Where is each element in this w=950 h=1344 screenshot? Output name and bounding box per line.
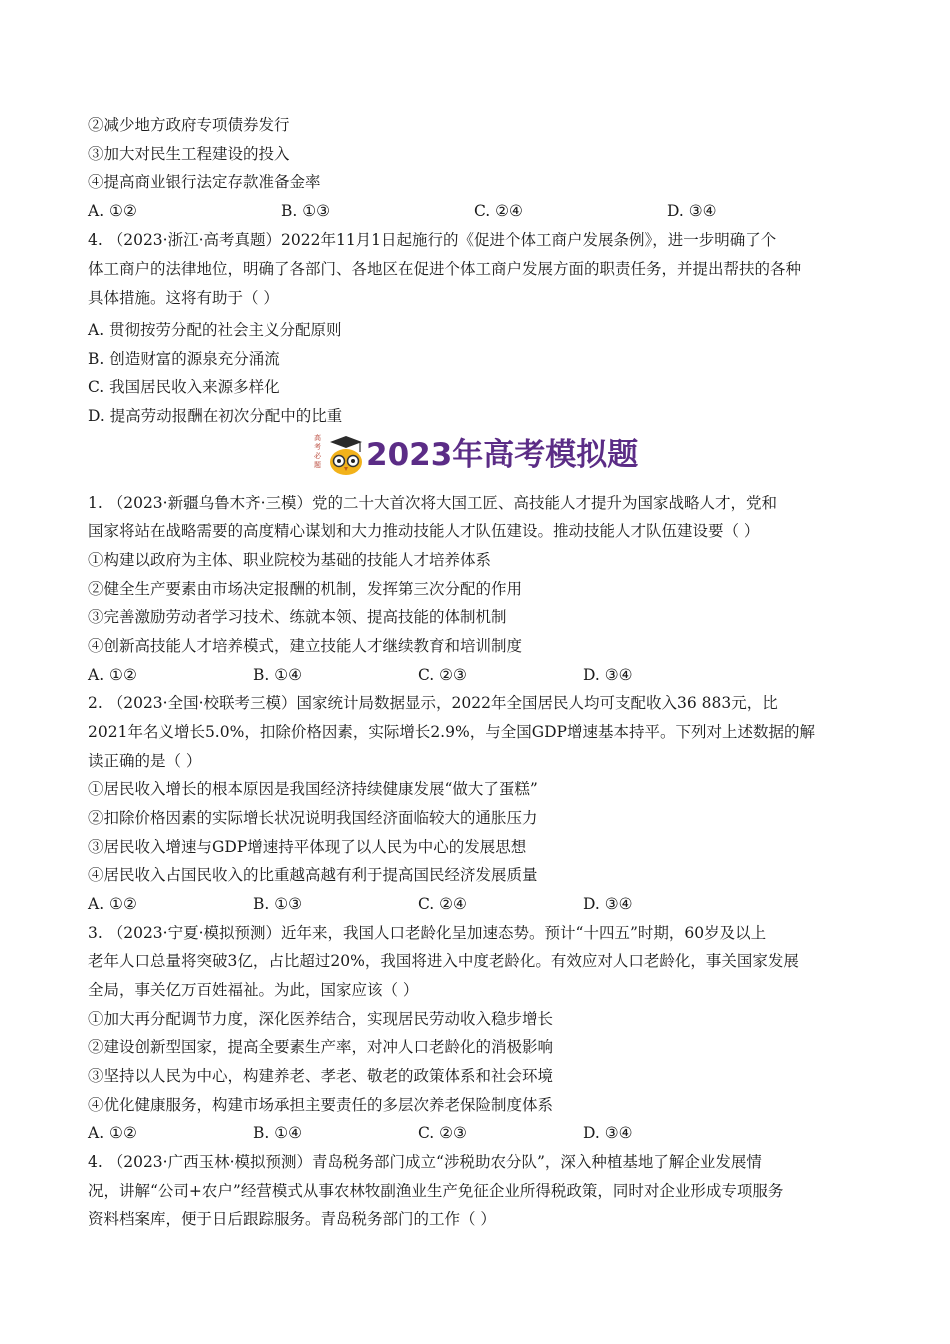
option-a: A. ①② <box>88 895 137 913</box>
svg-text:必: 必 <box>314 452 321 460</box>
choice-line: D. 提高劳动报酬在初次分配中的比重 <box>88 407 343 425</box>
option-c: C. ②④ <box>418 895 467 913</box>
option-c: C. ②③ <box>418 1124 467 1142</box>
svg-text:题: 题 <box>314 461 321 469</box>
question-line: 2021年名义增长5.0%，扣除价格因素，实际增长2.9%，与全国GDP增速基本持平。下列对上述数据的解 <box>88 723 815 741</box>
owl-logo-icon <box>310 432 364 478</box>
question-line: 老年人口总量将突破3亿，占比超过20%，我国将进入中度老龄化。有效应对人口老龄化，事关国家发展 <box>88 952 799 970</box>
option-d: D. ③④ <box>667 202 717 220</box>
item-line: ①居民收入增长的根本原因是我国经济持续健康发展“做大了蛋糕” <box>88 780 538 798</box>
item-line: ①构建以政府为主体、职业院校为基础的技能人才培养体系 <box>88 551 492 569</box>
choice-line: B. 创造财富的源泉充分涌流 <box>88 350 280 368</box>
item-line: ③加大对民生工程建设的投入 <box>88 145 290 163</box>
question-line: 体工商户的法律地位，明确了各部门、各地区在促进个体工商户发展方面的职责任务，并提出帮扶的各种 <box>88 260 802 278</box>
item-line: ②扣除价格因素的实际增长状况说明我国经济面临较大的通胀压力 <box>88 809 538 827</box>
item-line: ①加大再分配调节力度，深化医养结合，实现居民劳动收入稳步增长 <box>88 1010 554 1028</box>
option-d: D. ③④ <box>583 666 633 684</box>
svg-text:考: 考 <box>314 443 321 451</box>
question-line: 资料档案库，便于日后跟踪服务。青岛税务部门的工作（ ） <box>88 1210 496 1228</box>
option-c: C. ②③ <box>418 666 467 684</box>
option-b: B. ①④ <box>253 666 303 684</box>
option-a: A. ①② <box>88 666 137 684</box>
choice-line: A. 贯彻按劳分配的社会主义分配原则 <box>88 321 342 339</box>
question-line: 况，讲解“公司+农户”经营模式从事农林牧副渔业生产免征企业所得税政策，同时对企业形成专项服务 <box>88 1182 784 1200</box>
question-line: 4. （2023·浙江·高考真题）2022年11月1日起施行的《促进个体工商户发展条例》，进一步明确了个 <box>88 231 777 249</box>
question-line: 4. （2023·广西玉林·模拟预测）青岛税务部门成立“涉税助农分队”，深入种植基地了解企业发展情 <box>88 1153 762 1171</box>
item-line: ③居民收入增速与GDP增速持平体现了以人民为中心的发展思想 <box>88 838 527 856</box>
item-line: ④创新高技能人才培养模式，建立技能人才继续教育和培训制度 <box>88 637 523 655</box>
option-b: B. ①③ <box>253 895 303 913</box>
section-banner <box>310 432 640 478</box>
item-line: ④居民收入占国民收入的比重越高越有利于提高国民经济发展质量 <box>88 866 538 884</box>
option-a: A. ①② <box>88 202 137 220</box>
item-line: ②减少地方政府专项债券发行 <box>88 116 290 134</box>
option-b: B. ①④ <box>253 1124 303 1142</box>
item-line: ③完善激励劳动者学习技术、练就本领、提高技能的体制机制 <box>88 608 507 626</box>
option-c: C. ②④ <box>474 202 523 220</box>
item-line: ④提高商业银行法定存款准备金率 <box>88 173 321 191</box>
item-line: ④优化健康服务，构建市场承担主要责任的多层次养老保险制度体系 <box>88 1096 554 1114</box>
item-line: ②建设创新型国家，提高全要素生产率，对冲人口老龄化的消极影响 <box>88 1038 554 1056</box>
question-line: 国家将站在战略需要的高度精心谋划和大力推动技能人才队伍建设。推动技能人才队伍建设要（ ） <box>88 522 760 540</box>
option-b: B. ①③ <box>281 202 331 220</box>
choice-line: C. 我国居民收入来源多样化 <box>88 378 280 396</box>
question-line: 2. （2023·全国·校联考三模）国家统计局数据显示，2022年全国居民人均可支配收入36 883元，比 <box>88 694 778 712</box>
question-line: 具体措施。这将有助于（ ） <box>88 289 279 307</box>
svg-text:高: 高 <box>314 434 321 442</box>
option-d: D. ③④ <box>583 895 633 913</box>
question-line: 读正确的是（ ） <box>88 752 202 770</box>
question-line: 全局，事关亿万百姓福祉。为此，国家应该（ ） <box>88 981 419 999</box>
question-line: 3. （2023·宁夏·模拟预测）近年来，我国人口老龄化呈加速态势。预计“十四五”时期，60岁及以上 <box>88 924 767 942</box>
item-line: ③坚持以人民为中心，构建养老、孝老、敬老的政策体系和社会环境 <box>88 1067 554 1085</box>
question-line: 1. （2023·新疆乌鲁木齐·三模）党的二十大首次将大国工匠、高技能人才提升为国家战略人才，党和 <box>88 494 778 512</box>
item-line: ②健全生产要素由市场决定报酬的机制，发挥第三次分配的作用 <box>88 580 523 598</box>
option-a: A. ①② <box>88 1124 137 1142</box>
section-title: 2023年高考模拟题 <box>366 437 639 473</box>
option-d: D. ③④ <box>583 1124 633 1142</box>
